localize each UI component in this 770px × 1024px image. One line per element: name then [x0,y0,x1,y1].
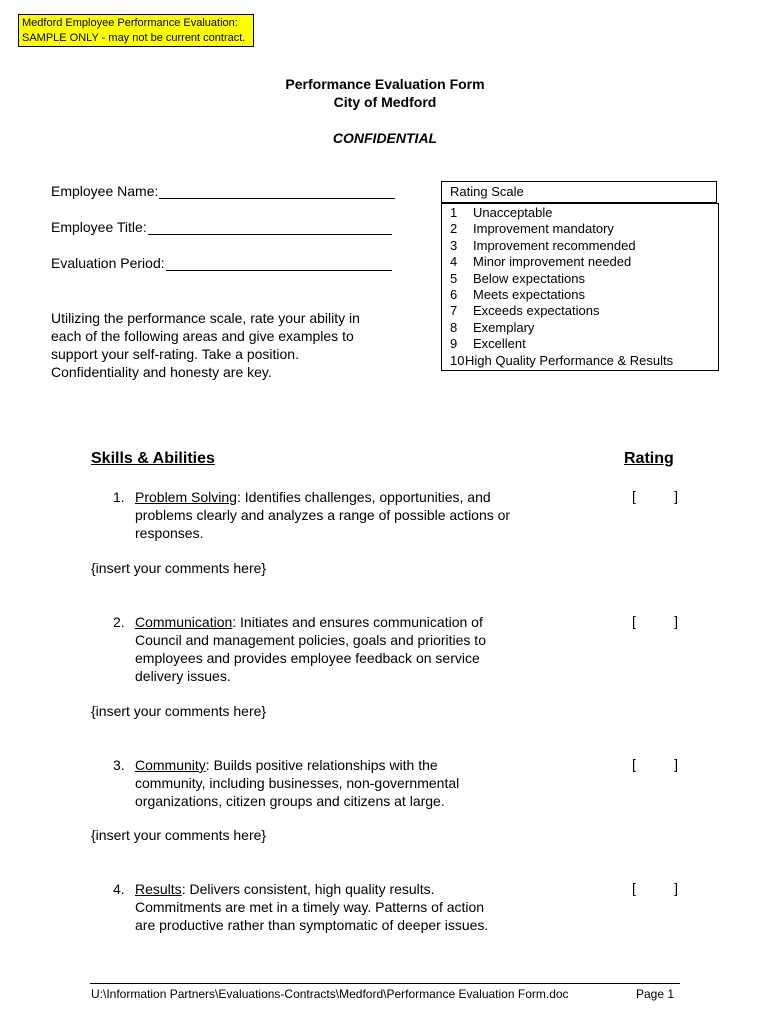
evaluation-period-line[interactable] [166,257,392,271]
item-term: Problem Solving [135,489,237,505]
employee-name-label: Employee Name: [51,183,159,199]
rating-bracket-close: ] [674,488,678,504]
employee-title-label: Employee Title: [51,219,147,235]
rating-scale-list [441,203,719,371]
employee-title-line[interactable] [148,221,392,235]
rating-bracket-close: ] [674,613,678,629]
scale-number: 3 [450,237,458,253]
scale-label: Below expectations [473,270,586,286]
employee-name-line[interactable] [159,185,395,199]
scale-label: Meets expectations [473,286,586,302]
rating-bracket-close: ] [674,880,678,896]
scale-number: 8 [450,319,458,335]
item-text: delivery issues. [135,668,231,684]
scale-number: 9 [450,336,458,352]
sample-notice [18,14,254,47]
form-title: Performance Evaluation Form [285,76,485,92]
scale-number: 6 [450,286,458,302]
item-text: organizations, citizen groups and citizens at large. [135,793,445,809]
scale-label: Minor improvement needed [473,254,632,270]
evaluation-item [113,756,553,810]
item-text: : Initiates and ensures communication of [232,614,483,630]
scale-number: 4 [450,254,458,270]
rating-scale-heading: Rating Scale [441,181,717,203]
scale-label: Excellent [473,336,526,352]
item-text: : Delivers consistent, high quality results. [181,881,435,897]
section-heading: Skills & Abilities [91,450,215,467]
scale-label: Exceeds expectations [473,303,600,319]
form-subtitle: City of Medford [333,94,437,110]
rating-scale-item [450,221,710,237]
scale-number: 5 [450,270,458,286]
comment-placeholder[interactable]: {insert your comments here} [91,703,267,719]
scale-number: 7 [450,303,458,319]
item-term: Results [135,881,182,897]
rating-input[interactable] [632,613,678,629]
rating-scale-item [450,336,710,352]
item-text: : Builds positive relationships with the [205,757,438,773]
item-number: 2. [113,614,125,630]
rating-scale-item [450,205,710,221]
rating-bracket-open: [ [632,756,636,772]
evaluation-period-field[interactable] [51,255,392,271]
rating-input[interactable] [632,756,678,772]
item-text: responses. [135,525,204,541]
intro-line: support your self-rating. Take a position. [51,346,299,362]
rating-scale-item [450,353,710,369]
rating-heading: Rating [624,450,674,467]
rating-scale-item [450,303,710,319]
confidential-label: CONFIDENTIAL [332,130,438,146]
scale-number: 2 [450,221,458,237]
scale-number: 10 [450,352,465,368]
footer-page-number: Page 1 [636,987,675,1001]
item-text: are productive rather than symptomatic of deeper issues. [135,917,489,933]
item-text: employees and provides employee feedback on service [135,650,480,666]
intro-line: Utilizing the performance scale, rate your ability in [51,310,360,326]
rating-scale-item [450,320,710,336]
item-text: problems clearly and analyzes a range of possible actions or [135,507,511,523]
rating-scale-item [450,287,710,303]
rating-bracket-open: [ [632,880,636,896]
item-text: community, including businesses, non-governmental [135,775,460,791]
item-number: 3. [113,757,125,773]
item-text: Council and management policies, goals and priorities to [135,632,486,648]
evaluation-item [113,613,553,685]
comment-placeholder[interactable]: {insert your comments here} [91,560,267,576]
evaluation-period-label: Evaluation Period: [51,255,165,271]
scale-label: High Quality Performance & Results [465,352,674,368]
notice-line-1: Medford Employee Performance Evaluation: [22,17,238,29]
rating-scale-item [450,271,710,287]
intro-line: each of the following areas and give examples to [51,328,354,344]
rating-scale-item [450,238,710,254]
footer-file-path: U:\Information Partners\Evaluations-Contracts\Medford\Performance Evaluation Form.doc [91,987,569,1001]
scale-label: Exemplary [473,319,535,335]
rating-bracket-open: [ [632,488,636,504]
scale-number: 1 [450,205,458,220]
evaluation-item [113,488,553,542]
rating-input[interactable] [632,488,678,504]
intro-text [51,309,411,381]
rating-bracket-open: [ [632,613,636,629]
evaluation-item [113,880,553,934]
footer-divider [90,983,680,984]
rating-input[interactable] [632,880,678,896]
item-text: Commitments are met in a timely way. Patterns of action [135,899,485,915]
rating-scale-item [450,254,710,270]
item-term: Community [135,757,206,773]
item-number: 1. [113,489,125,505]
comment-placeholder[interactable]: {insert your comments here} [91,827,267,843]
scale-label: Improvement mandatory [473,221,614,237]
item-text: : Identifies challenges, opportunities, and [236,489,491,505]
scale-label: Unacceptable [473,205,553,220]
item-number: 4. [113,881,125,897]
notice-line-2: SAMPLE ONLY - may not be current contract. [22,32,246,44]
employee-title-field[interactable] [51,219,392,235]
rating-bracket-close: ] [674,756,678,772]
item-term: Communication [135,614,233,630]
scale-label: Improvement recommended [473,237,636,253]
intro-line: Confidentiality and honesty are key. [51,364,272,380]
employee-name-field[interactable] [51,183,395,199]
